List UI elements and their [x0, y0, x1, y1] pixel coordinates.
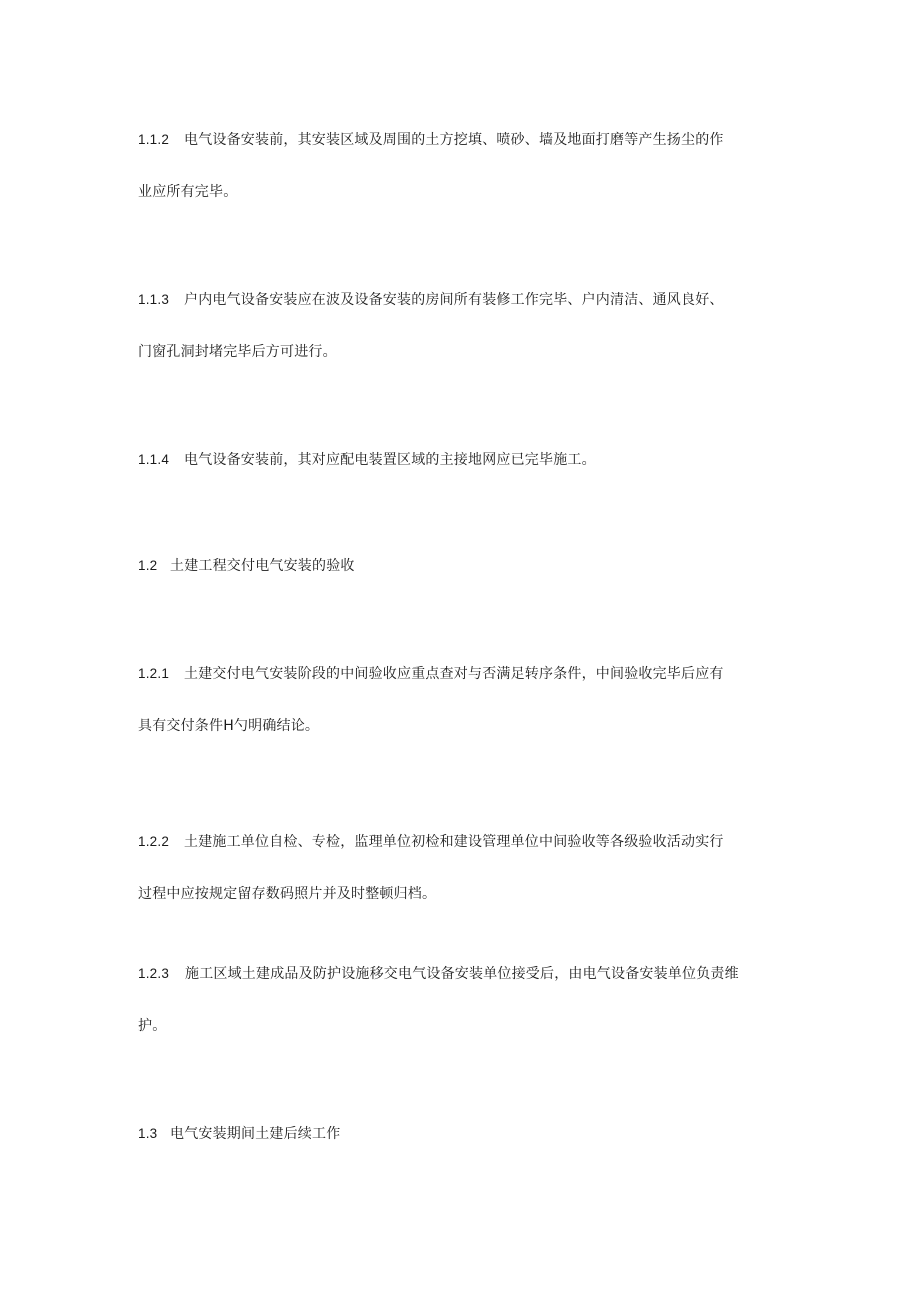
paragraph-1-2-1-line-2 — [138, 716, 319, 736]
paragraph-1-2-2-line-1 — [138, 832, 724, 852]
paragraph-1-2-3-line-1 — [138, 964, 739, 984]
section-number: 1.2.1 — [138, 666, 170, 681]
paragraph-text: 业应所有完毕。 — [138, 184, 238, 200]
section-number: 1.1.4 — [138, 452, 170, 467]
paragraph-text: 施工区域土建成品及防护设施移交电气设备安装单位接受后，由电气设备安装单位负责维 — [185, 966, 739, 982]
paragraph-text: 户内电气设备安装应在波及设备安装的房间所有装修工作完毕、户内清洁、通风良好、 — [184, 292, 724, 308]
section-heading-1-3 — [138, 1124, 340, 1144]
paragraph-1-1-2-line-2 — [138, 182, 237, 202]
section-title: 电气安装期间土建后续工作 — [170, 1126, 341, 1142]
section-number: 1.1.3 — [138, 292, 170, 307]
paragraph-text: 具有交付条件H勺明确结论。 — [138, 718, 320, 734]
paragraph-1-1-2-line-1 — [138, 130, 724, 150]
paragraph-text: 护。 — [138, 1018, 167, 1034]
paragraph-text: 土建交付电气安装阶段的中间验收应重点查对与否满足转序条件，中间验收完毕后应有 — [184, 666, 724, 682]
paragraph-text: 土建施工单位自检、专检，监理单位初检和建设管理单位中间验收等各级验收活动实行 — [184, 834, 724, 850]
paragraph-text: 电气设备安装前，其安装区域及周围的土方挖填、喷砂、墙及地面打磨等产生扬尘的作 — [184, 132, 724, 148]
paragraph-1-2-2-line-2 — [138, 884, 436, 904]
paragraph-text: 电气设备安装前，其对应配电装置区域的主接地网应已完毕施工。 — [184, 452, 596, 468]
section-title: 土建工程交付电气安装的验收 — [170, 558, 355, 574]
paragraph-1-1-3-line-2 — [138, 342, 337, 362]
paragraph-text: 过程中应按规定留存数码照片并及时整顿归档。 — [138, 886, 437, 902]
section-number: 1.2.3 — [138, 966, 170, 981]
section-number: 1.1.2 — [138, 132, 170, 147]
paragraph-1-2-3-line-2 — [138, 1016, 166, 1036]
section-number: 1.2 — [138, 558, 158, 573]
paragraph-1-1-3-line-1 — [138, 290, 724, 310]
paragraph-1-2-1-line-1 — [138, 664, 724, 684]
section-heading-1-2 — [138, 556, 355, 576]
section-number: 1.2.2 — [138, 834, 170, 849]
section-number: 1.3 — [138, 1126, 158, 1141]
paragraph-1-1-4-line-1 — [138, 450, 596, 470]
paragraph-text: 门窗孔洞封堵完毕后方可进行。 — [138, 344, 337, 360]
